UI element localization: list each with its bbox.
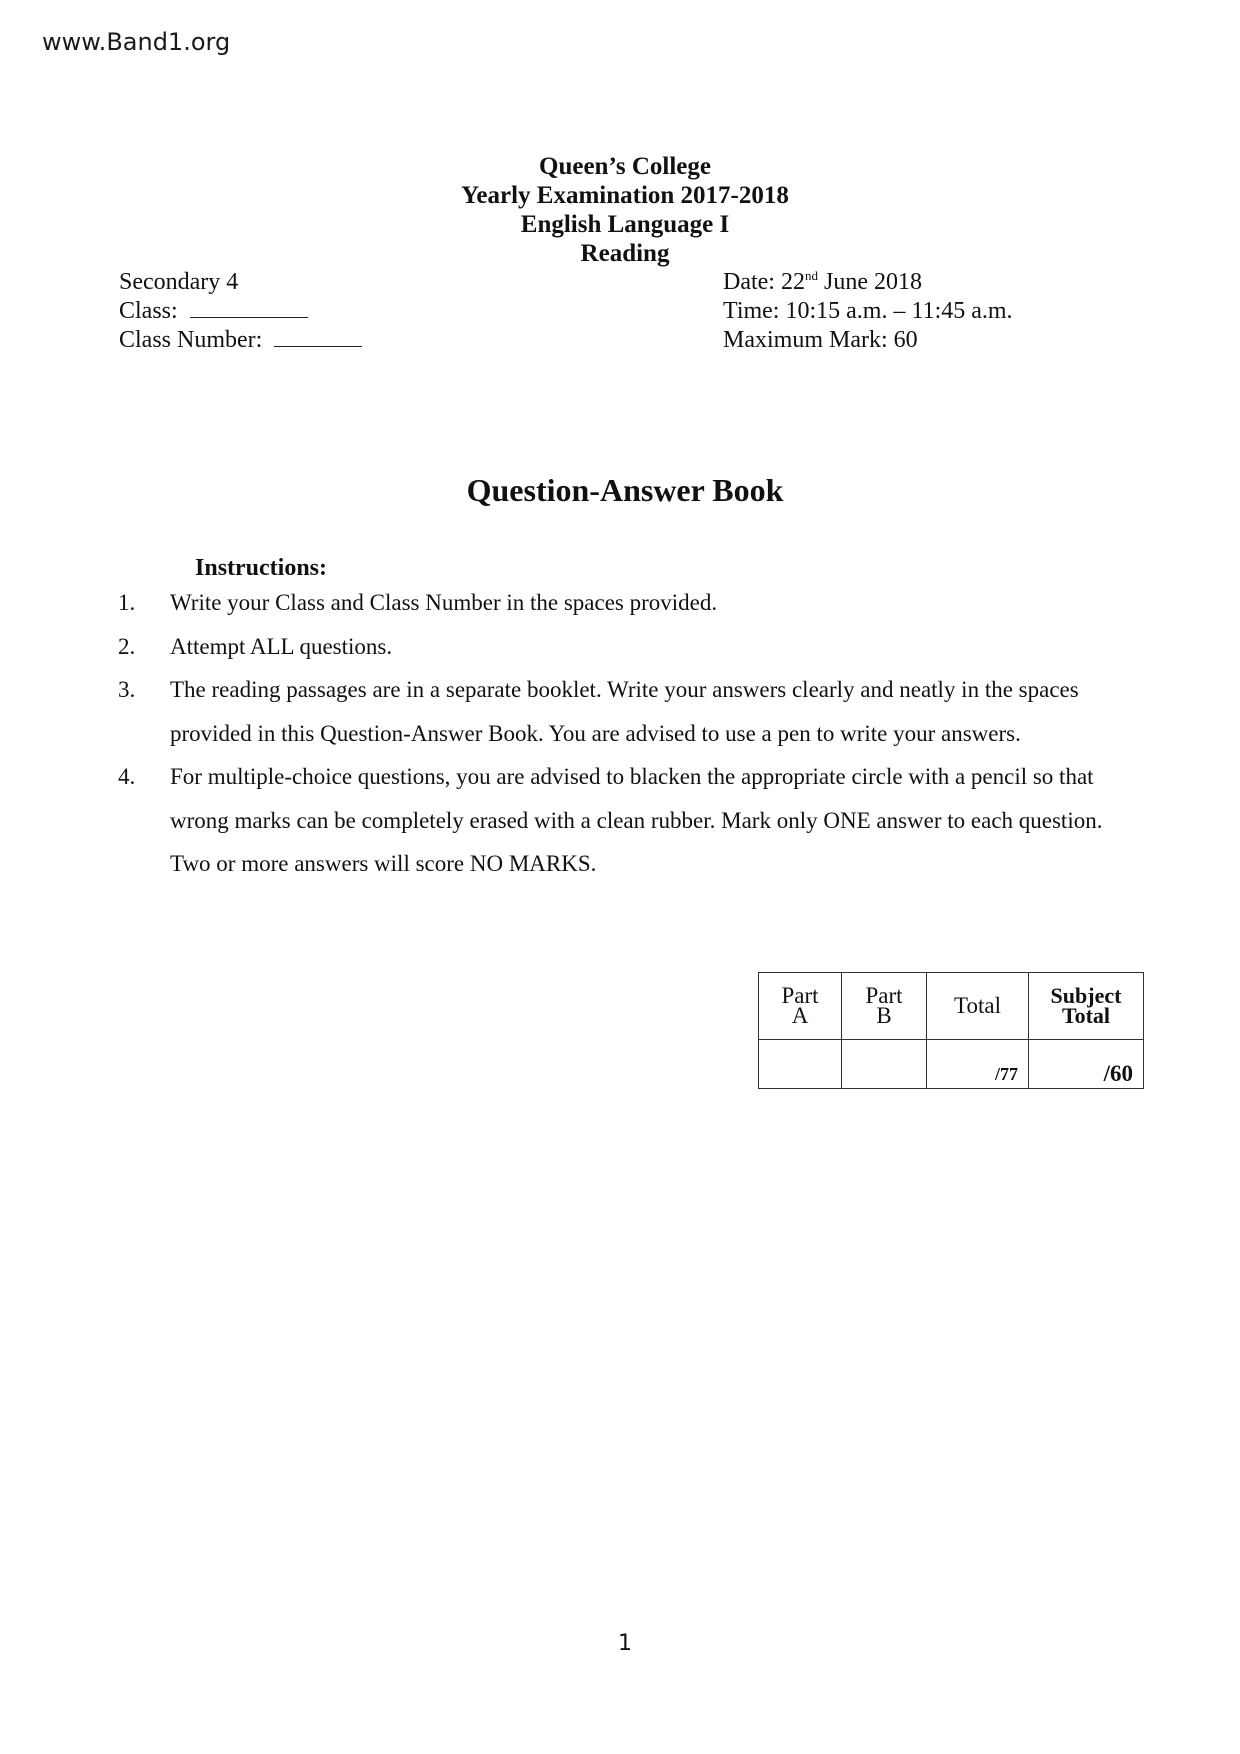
instruction-text: Attempt ALL questions. bbox=[170, 633, 393, 659]
school-name: Queen’s College bbox=[539, 153, 711, 180]
class-number-label: Class Number: bbox=[119, 327, 263, 353]
exam-time: Time: 10:15 a.m. – 11:45 a.m. bbox=[723, 298, 1013, 324]
date-prefix: Date: 22 bbox=[723, 269, 805, 295]
header-subject-total: Subject Total bbox=[1029, 973, 1144, 1040]
marks-table-value-row bbox=[759, 1040, 1144, 1089]
class-number-blank[interactable] bbox=[274, 326, 362, 347]
class-blank[interactable] bbox=[190, 297, 308, 318]
marks-table-header-row bbox=[759, 973, 1144, 1040]
subject-title: English Language I bbox=[520, 211, 730, 238]
instruction-number: 3. bbox=[118, 677, 136, 702]
instruction-text: For multiple-choice questions, you are advised to blacken the appropriate circle with a pencil so that wrong marks can be completely erased with a clean rubber. Mark only ONE answer to each question. Two or more answers will score NO MARKS. bbox=[170, 764, 1103, 876]
part-a-score bbox=[759, 1040, 842, 1089]
instruction-text: The reading passages are in a separate booklet. Write your answers clearly and neatly in the spaces provided in this Question-Answer Book. You are advised to use a pen to write your answers. bbox=[170, 677, 1079, 746]
maximum-mark: Maximum Mark: 60 bbox=[723, 327, 918, 353]
part-b-score bbox=[842, 1040, 927, 1089]
instruction-text: Write your Class and Class Number in the spaces provided. bbox=[170, 590, 718, 615]
instructions-heading: Instructions: bbox=[195, 555, 328, 581]
class-label: Class: bbox=[119, 298, 178, 324]
instruction-item bbox=[118, 581, 1138, 625]
marks-table bbox=[758, 972, 1144, 1089]
instruction-number: 4. bbox=[118, 764, 136, 789]
book-title: Question-Answer Book bbox=[466, 472, 784, 508]
instruction-number: 1. bbox=[118, 590, 136, 615]
total-score: /77 bbox=[927, 1040, 1029, 1089]
instructions-list bbox=[118, 581, 1138, 886]
date-ordinal: nd bbox=[804, 268, 818, 283]
page-number: 1 bbox=[618, 1631, 632, 1656]
form-label: Secondary 4 bbox=[119, 269, 239, 295]
exam-date bbox=[723, 268, 922, 297]
header-part-b: Part B bbox=[842, 973, 927, 1040]
instruction-item bbox=[118, 668, 1138, 755]
paper-title: Reading bbox=[580, 240, 670, 267]
class-number-field bbox=[119, 326, 362, 355]
instruction-item bbox=[118, 625, 1138, 669]
instruction-number: 2. bbox=[118, 633, 136, 659]
subject-total-score: /60 bbox=[1029, 1040, 1144, 1089]
watermark-url: www.Band1.org bbox=[42, 28, 231, 56]
header-total: Total bbox=[927, 973, 1029, 1040]
exam-title: Yearly Examination 2017-2018 bbox=[461, 182, 789, 209]
instruction-item bbox=[118, 755, 1138, 886]
date-rest: June 2018 bbox=[817, 269, 922, 295]
class-field bbox=[119, 297, 308, 326]
header-part-a: Part A bbox=[759, 973, 842, 1040]
